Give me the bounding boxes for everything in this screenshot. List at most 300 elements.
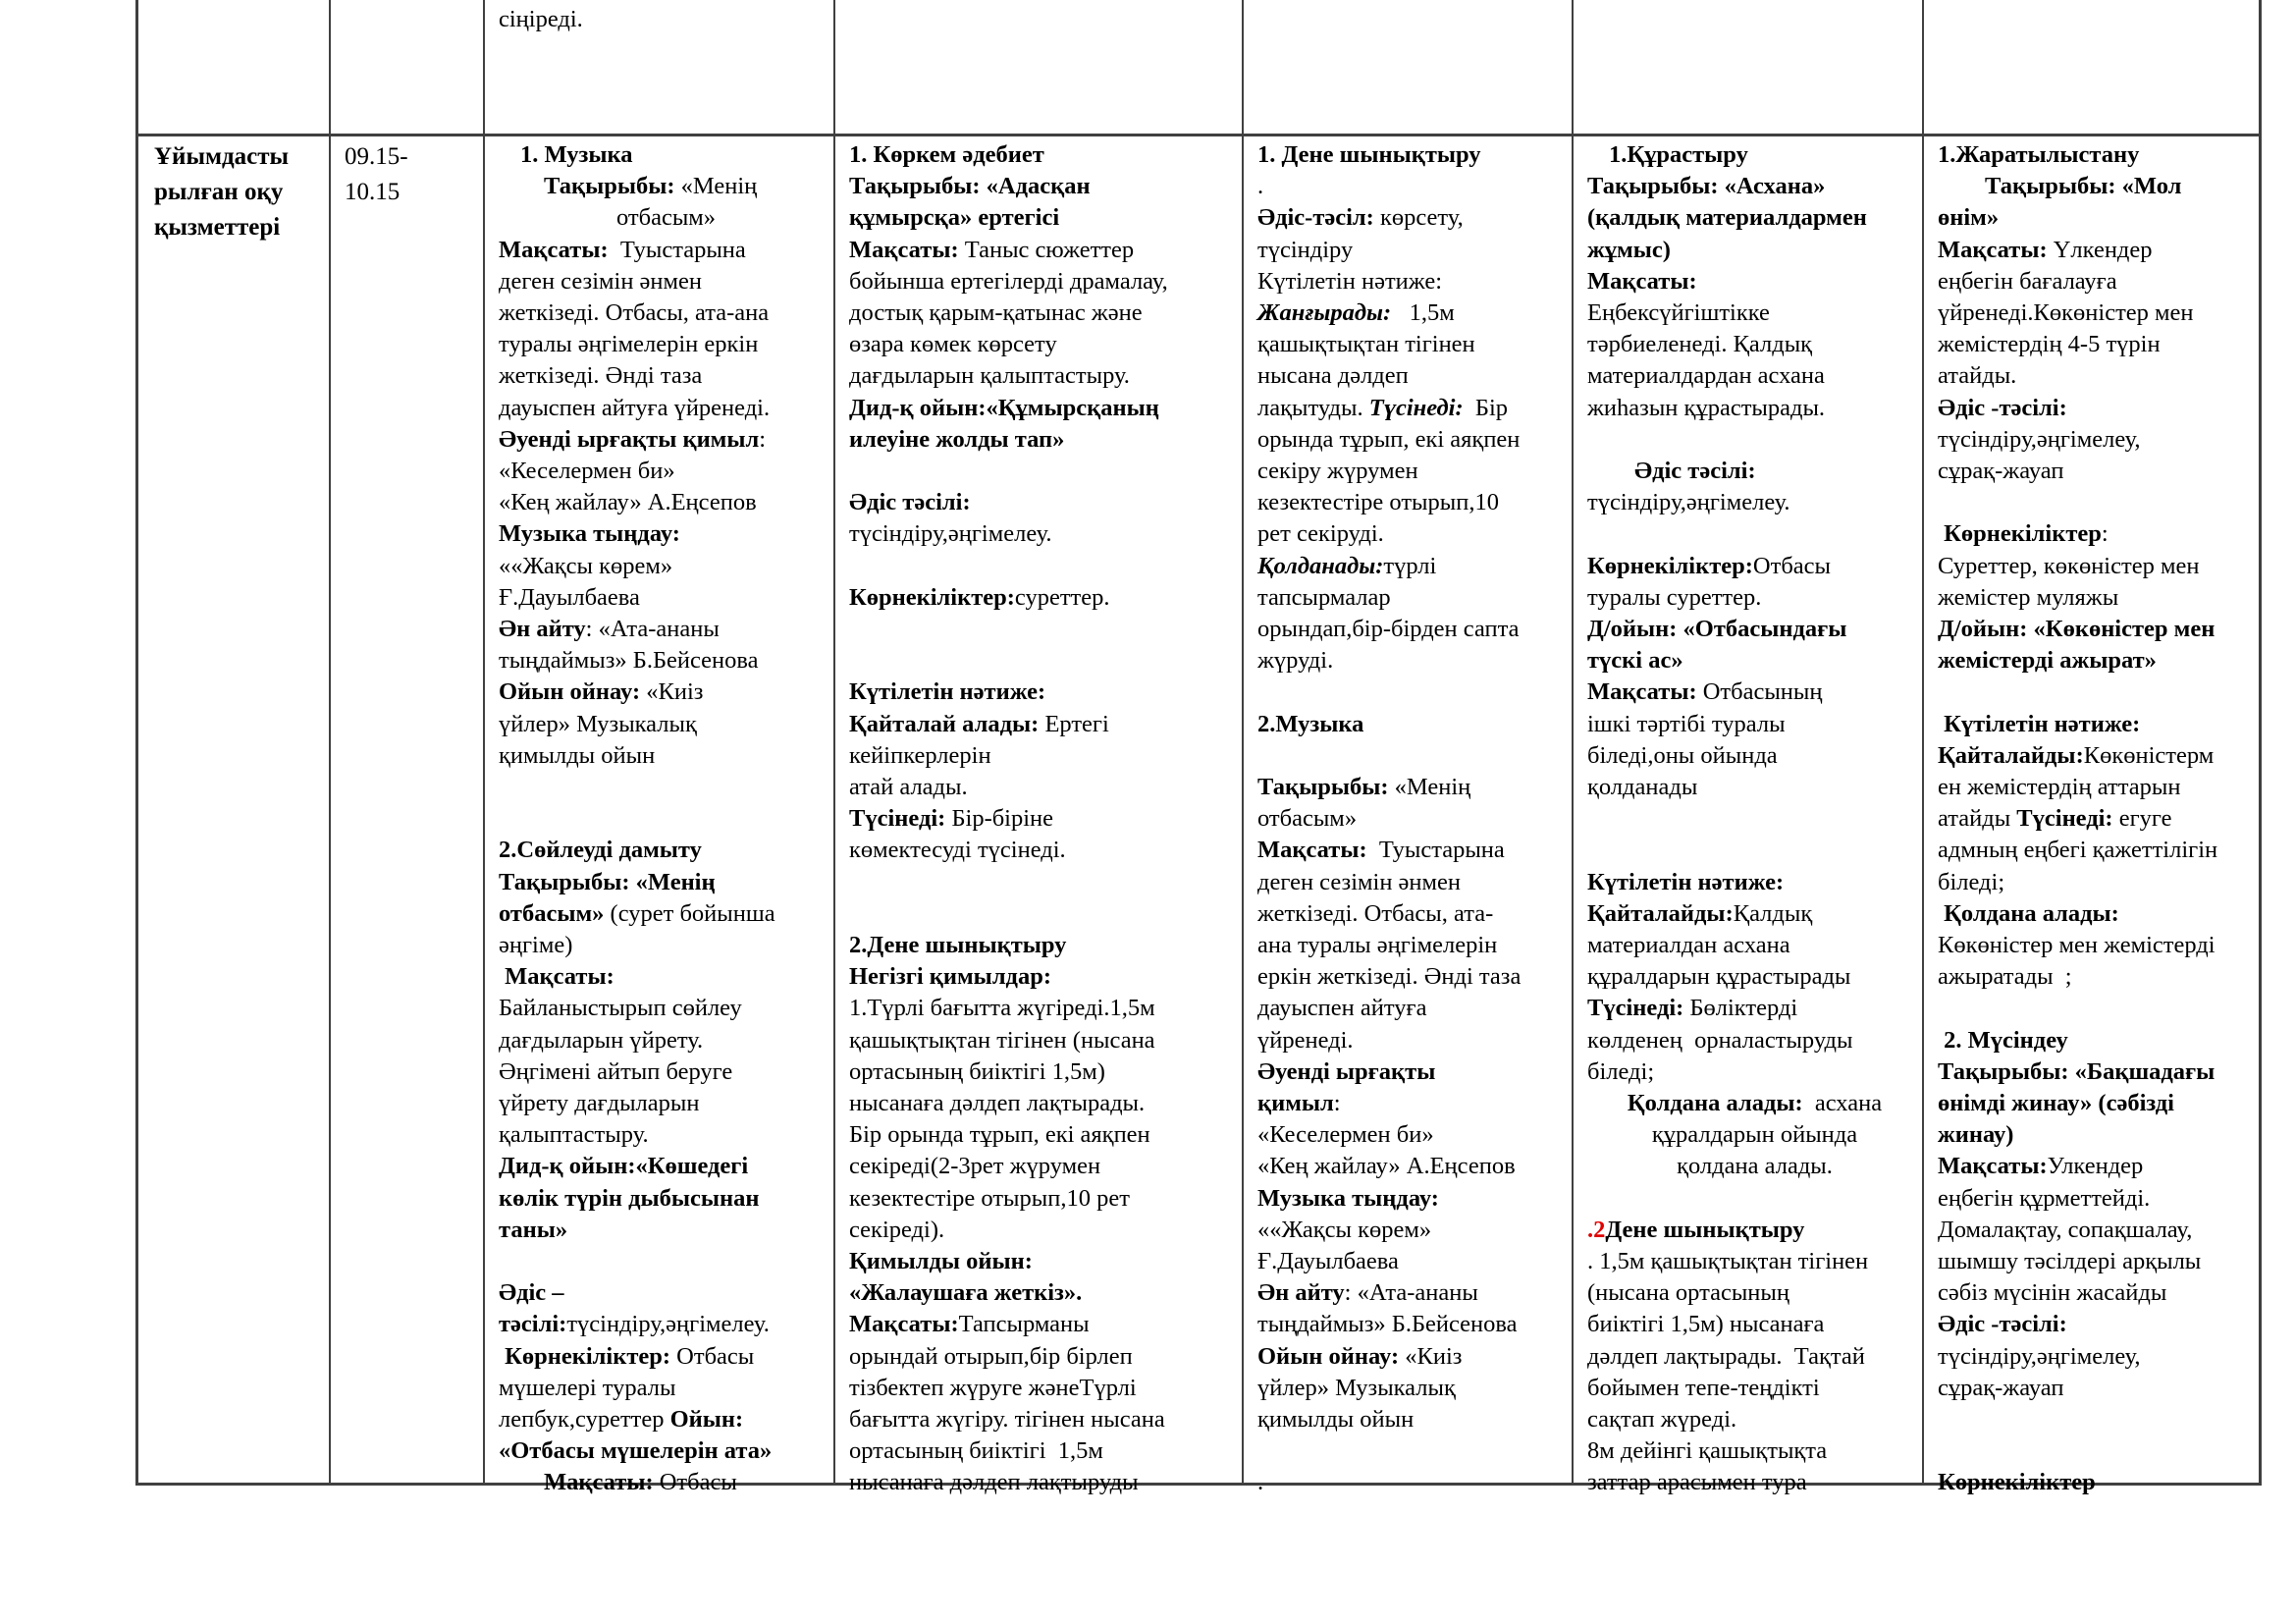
cell-text-run: «Менің bbox=[680, 173, 758, 200]
cell-line: жемістерді ажырат» bbox=[1938, 647, 2157, 675]
cell-line bbox=[1938, 1435, 2263, 1467]
cell-line bbox=[1938, 677, 2263, 708]
cell-line: туралы әңгімелерін еркін bbox=[499, 331, 759, 358]
cell-line: үйрету дағдыларын bbox=[499, 1090, 700, 1117]
cell-line: тыңдаймыз» Б.Бейсенова bbox=[1257, 1311, 1518, 1338]
cell-line bbox=[1257, 1277, 1572, 1309]
cell-line: заттар арасымен тура bbox=[1587, 1469, 1807, 1496]
row-label-line: қызметтері bbox=[154, 214, 281, 241]
monday-activities-cell bbox=[485, 139, 833, 1499]
cell-line: ортасының биіктігі 1,5м) bbox=[849, 1057, 1105, 1085]
cell-text-run: көрсету, bbox=[1379, 204, 1464, 232]
cell-line: кезектестіре отырып,10 bbox=[1257, 489, 1499, 516]
cell-text-run: «Киіз bbox=[646, 678, 704, 706]
cell-line: құралдарын құрастырады bbox=[1587, 963, 1851, 991]
cell-line: «Кеселермен би» bbox=[499, 458, 675, 485]
cell-line: өнімді жинау» (сәбізді bbox=[1938, 1090, 2174, 1117]
cell-text-run: егуге bbox=[2118, 805, 2172, 833]
cell-line: құралдарын ойында bbox=[1651, 1121, 1858, 1149]
cell-text-run: Ойын ойнау: bbox=[499, 678, 647, 706]
cell-text-run: түсіндіру,әңгімелеу. bbox=[566, 1311, 770, 1338]
cell-text-run: Түсінеді: bbox=[1587, 995, 1690, 1022]
cell-line: қимылды ойын bbox=[499, 741, 656, 769]
cell-line: Байланыстырып сөйлеу bbox=[499, 995, 742, 1022]
cell-line: Көрнекіліктер bbox=[1938, 1469, 2096, 1496]
cell-line bbox=[499, 171, 833, 202]
cell-line: Тақырыбы: «Менің bbox=[499, 868, 716, 895]
cell-line bbox=[499, 677, 833, 708]
cell-line: Ғ.Дауылбаева bbox=[499, 583, 640, 611]
cell-line bbox=[849, 803, 1242, 835]
cell-line bbox=[1587, 424, 1922, 456]
cell-text-run: : bbox=[759, 425, 767, 453]
cell-text-run: Көрнекіліктер: bbox=[1587, 552, 1753, 579]
cell-line: . bbox=[1257, 1469, 1264, 1496]
friday-activities-cell bbox=[1924, 139, 2263, 1499]
cell-line: түсіндіру,әңгімелеу, bbox=[1938, 1342, 2141, 1370]
cell-line: Мақсаты: bbox=[1587, 267, 1697, 295]
cell-line: тапсырмалар bbox=[1257, 583, 1391, 611]
cell-text-run: «Киіз bbox=[1405, 1342, 1463, 1370]
cell-line: мүшелері туралы bbox=[499, 1374, 676, 1401]
cell-line bbox=[1587, 898, 1922, 930]
cell-line: үйренеді.Көкөністер мен bbox=[1938, 299, 2194, 327]
cell-line: Мақсаты: bbox=[499, 963, 614, 991]
cell-line bbox=[1938, 993, 2263, 1024]
cell-line: (нысана ортасының bbox=[1587, 1279, 1789, 1307]
cell-line: «Отбасы мүшелерін ата» bbox=[499, 1437, 773, 1465]
cell-text-run: Туыстарына bbox=[1378, 837, 1505, 864]
cell-line: атайды. bbox=[1938, 362, 2017, 390]
cell-line: Әуенді ырғақты bbox=[1257, 1057, 1436, 1085]
cell-text-run: Мақсаты: bbox=[1938, 236, 2054, 263]
cell-line: Әдіс тәсілі: bbox=[849, 489, 971, 516]
cell-line: Күтілетін нәтиже: bbox=[849, 678, 1046, 706]
cell-text-run: Улкендер bbox=[2047, 1153, 2144, 1180]
cell-line: 2.Сөйлеуді дамыту bbox=[499, 837, 702, 864]
cell-text-run: тәсілі: bbox=[499, 1311, 567, 1338]
cell-line bbox=[499, 1341, 833, 1373]
cell-line: жемістер муляжы bbox=[1938, 583, 2119, 611]
cell-line: Қимылды ойын: bbox=[849, 1248, 1033, 1275]
cell-line: дауыспен айтуға bbox=[1257, 995, 1427, 1022]
cell-line bbox=[1257, 551, 1572, 582]
cell-text-run: Әуенді ырғақты қимыл bbox=[499, 425, 760, 453]
cell-text-run: Бір bbox=[1463, 394, 1509, 421]
cell-line: түсіндіру bbox=[1257, 236, 1354, 263]
cell-line: сәбіз мүсінін жасайды bbox=[1938, 1279, 2167, 1307]
cell-text-run: : «Ата-ананы bbox=[585, 616, 720, 643]
cell-line: Дид-қ ойын:«Көшедегі bbox=[499, 1153, 749, 1180]
cell-line: туралы суреттер. bbox=[1587, 583, 1762, 611]
cell-line: Д/ойын: «Көкөністер мен bbox=[1938, 616, 2216, 643]
cell-line: Дид-қ ойын:«Құмырсқаның bbox=[849, 394, 1159, 421]
cell-line: жемістердің 4-5 түрін bbox=[1938, 331, 2161, 358]
cell-line bbox=[1587, 1088, 1922, 1119]
cell-line: біледі,оны ойында bbox=[1587, 741, 1778, 769]
tuesday-activities-cell bbox=[835, 139, 1242, 1499]
cell-line bbox=[1938, 1151, 2263, 1182]
cell-line: ішкі тәртібі туралы bbox=[1587, 710, 1786, 737]
cell-line: 2. Мүсіндеу bbox=[1938, 1026, 2068, 1054]
cell-line: бойынша ертегілерді драмалау, bbox=[849, 267, 1168, 295]
cell-text-run: Мақсаты: bbox=[1257, 837, 1379, 864]
cell-line: секіреді). bbox=[849, 1216, 945, 1243]
row-time-line: 09.15- bbox=[345, 143, 408, 170]
cell-text-run: Ойын: bbox=[669, 1406, 744, 1434]
cell-line: ««Жақсы көрем» bbox=[1257, 1216, 1432, 1243]
cell-text-run: Отбасы bbox=[676, 1342, 755, 1370]
cell-line bbox=[1257, 677, 1572, 708]
cell-line: жеткізеді. Әнді таза bbox=[499, 362, 703, 390]
row-time-cell bbox=[331, 139, 483, 210]
cell-line bbox=[1587, 993, 1922, 1024]
cell-line: орында тұрып, екі аяқпен bbox=[1257, 425, 1521, 453]
cell-line: Әдіс -тәсілі: bbox=[1938, 394, 2067, 421]
cell-text-run: Үлкендер bbox=[2053, 236, 2153, 263]
cell-line: дағдыларын қалыптастыру. bbox=[849, 362, 1130, 390]
cell-line: материалдан асхана bbox=[1587, 932, 1790, 959]
cell-line: жеткізеді. Отбасы, ата- bbox=[1257, 899, 1494, 927]
cell-line: Тақырыбы: «Мол bbox=[1985, 173, 2182, 200]
cell-line: қимылды ойын bbox=[1257, 1406, 1415, 1434]
cell-line: орындай отырып,бір бірлеп bbox=[849, 1342, 1133, 1370]
cell-line bbox=[1257, 393, 1572, 424]
cell-line: жиһазын құрастырады. bbox=[1587, 394, 1826, 421]
cell-text-run: лепбук,суреттер bbox=[499, 1406, 670, 1434]
cell-line bbox=[1587, 551, 1922, 582]
cell-text-run: Қолдана алады: bbox=[1627, 1090, 1815, 1117]
cell-line: өзара көмек көрсету bbox=[849, 331, 1057, 358]
cell-line bbox=[499, 803, 833, 835]
cell-text-run: Мақсаты: bbox=[1938, 1153, 2048, 1180]
cell-line bbox=[1938, 487, 2263, 518]
cell-line: Музыка тыңдау: bbox=[499, 520, 680, 548]
cell-line: 8м дейінгі қашықтықта bbox=[1587, 1437, 1828, 1465]
cell-line: шымшу тәсілдері арқылы bbox=[1938, 1248, 2202, 1275]
cell-line bbox=[1587, 677, 1922, 708]
cell-text-run: асхана bbox=[1814, 1090, 1883, 1117]
cell-line bbox=[1257, 1435, 1572, 1467]
cell-text-run: Ән айту bbox=[499, 616, 586, 643]
cell-line: Домалақтау, сопақшалау, bbox=[1938, 1216, 2193, 1243]
cell-text-run: Түсінеді: bbox=[2016, 805, 2119, 833]
cell-line: орындап,бір-бірден сапта bbox=[1257, 616, 1520, 643]
cell-line: қолданады bbox=[1587, 774, 1698, 801]
cell-line: 1. Музыка bbox=[520, 141, 633, 168]
cell-line: өнім» bbox=[1938, 204, 2000, 232]
cell-text-run: Көкөністерм bbox=[2083, 741, 2215, 769]
cell-text-run: Ойын ойнау: bbox=[1257, 1342, 1406, 1370]
cell-line: адмның еңбегі қажеттілігін bbox=[1938, 837, 2218, 864]
cell-line: кейіпкерлерін bbox=[849, 741, 991, 769]
cell-text-run: Түсінеді: bbox=[849, 805, 952, 833]
cell-line: сұрақ-жауап bbox=[1938, 458, 2064, 485]
cell-text-run: Қалдық bbox=[1733, 899, 1813, 927]
schedule-table bbox=[135, 0, 2262, 1496]
cell-line: түскі ас» bbox=[1587, 647, 1683, 675]
cell-line bbox=[499, 235, 833, 266]
cell-line bbox=[1587, 518, 1922, 550]
cell-line: ортасының биіктігі 1,5м bbox=[849, 1437, 1103, 1465]
cell-line bbox=[849, 614, 1242, 645]
cell-line bbox=[499, 1404, 833, 1435]
cell-text-run: атайды bbox=[1938, 805, 2017, 833]
cell-line: деген сезімін әнмен bbox=[1257, 868, 1462, 895]
cell-line: тәрбиеленеді. Қалдық bbox=[1587, 331, 1813, 358]
cell-line: 1.Жаратылыстану bbox=[1938, 141, 2140, 168]
cell-line: 2.Дене шынықтыру bbox=[849, 931, 1067, 958]
cell-line bbox=[499, 1246, 833, 1277]
row-label-line: Ұйымдасты bbox=[154, 143, 290, 170]
cell-line: ««Жақсы көрем» bbox=[499, 552, 673, 579]
cell-line: илеуіне жолды тап» bbox=[849, 425, 1065, 453]
cell-text-run: қимыл bbox=[1257, 1090, 1334, 1117]
cell-line: тыңдаймыз» Б.Бейсенова bbox=[499, 647, 759, 675]
cell-line bbox=[849, 456, 1242, 487]
cell-text-run: Туыстарына bbox=[619, 236, 746, 263]
cell-text-run: Тапсырманы bbox=[958, 1311, 1090, 1338]
cell-line: түсіндіру,әңгімелеу. bbox=[849, 520, 1052, 548]
cell-line bbox=[1257, 202, 1572, 234]
cell-line: көмектесуді түсінеді. bbox=[849, 837, 1066, 864]
cell-line: ана туралы әңгімелерін bbox=[1257, 932, 1498, 959]
cell-text-run: : «Ата-ананы bbox=[1344, 1279, 1478, 1307]
cell-line: Әдіс – bbox=[499, 1279, 564, 1307]
cell-line: бағытта жүгіру. тігінен нысана bbox=[849, 1406, 1165, 1434]
cell-line: сұрақ-жауап bbox=[1938, 1374, 2064, 1401]
cell-text-run: Таныс сюжеттер bbox=[964, 236, 1135, 263]
cell-text-run: Тақырыбы: bbox=[1257, 774, 1395, 801]
cell-line: нысанаға дәлдеп лақтырады. bbox=[849, 1090, 1146, 1116]
wednesday-activities-cell bbox=[1244, 139, 1572, 1499]
cell-line bbox=[849, 709, 1242, 740]
cell-line: секіру жүрумен bbox=[1257, 458, 1418, 485]
cell-line: қашықтықтан тігінен bbox=[1257, 331, 1475, 358]
cell-line: биіктігі 1,5м) нысанаға bbox=[1587, 1311, 1825, 1338]
cell-line: түсіндіру,әңгімелеу. bbox=[1587, 489, 1790, 516]
cell-line bbox=[1938, 740, 2263, 772]
cell-line: Суреттер, көкөністер мен bbox=[1938, 552, 2200, 579]
cell-line: ажыратады ; bbox=[1938, 963, 2072, 991]
cell-line: дәлдеп лақтырады. Тақтай bbox=[1587, 1342, 1865, 1370]
cell-line bbox=[1587, 835, 1922, 866]
cell-line bbox=[1938, 518, 2263, 550]
cell-line: нысанаға дәлдеп лақтыруды bbox=[849, 1469, 1139, 1496]
cell-text-run: Мақсаты: bbox=[849, 236, 965, 263]
cell-line bbox=[1938, 803, 2263, 835]
cell-line: (қалдық материалдармен bbox=[1587, 204, 1867, 232]
cell-line: рет секіруді. bbox=[1257, 520, 1384, 548]
cell-line bbox=[499, 1309, 833, 1340]
cell-line: Тақырыбы: «Асхана» bbox=[1587, 173, 1826, 200]
row-divider bbox=[138, 134, 2259, 136]
cell-line bbox=[1587, 1215, 1922, 1246]
cell-line: үйренеді. bbox=[1257, 1026, 1354, 1054]
cell-line: қалыптастыру. bbox=[499, 1121, 649, 1149]
cell-line: құмырсқа» ертегісі bbox=[849, 204, 1060, 232]
cell-line bbox=[1257, 772, 1572, 803]
cell-line: қашықтықтан тігінен (нысана bbox=[849, 1026, 1155, 1054]
prev-row-col3-cell bbox=[485, 4, 833, 35]
prev-row-col3-text: сіңіреді. bbox=[499, 6, 583, 32]
cell-text-run: лақытуды. bbox=[1257, 394, 1369, 421]
cell-line bbox=[1257, 298, 1572, 329]
cell-text-run: Түсінеді: bbox=[1368, 394, 1464, 421]
cell-text-run: Көрнекіліктер: bbox=[849, 583, 1015, 611]
cell-line: жұмыс) bbox=[1587, 236, 1671, 263]
cell-line: «Кең жайлау» А.Еңсепов bbox=[499, 489, 757, 516]
cell-text-run: Мақсаты: bbox=[499, 236, 620, 263]
cell-line bbox=[849, 582, 1242, 614]
cell-text-run: Бір-біріне bbox=[951, 805, 1054, 833]
cell-line: Негізгі қимылдар: bbox=[849, 963, 1051, 991]
cell-line: ен жемістердің аттарын bbox=[1938, 774, 2181, 801]
cell-line: «Кең жайлау» А.Еңсепов bbox=[1257, 1153, 1516, 1180]
cell-line bbox=[849, 898, 1242, 930]
cell-line: бойымен тепе-теңдікті bbox=[1587, 1374, 1820, 1401]
cell-line: . bbox=[1257, 173, 1264, 200]
row-label-cell bbox=[140, 139, 329, 245]
cell-line: Еңбексүйгіштікке bbox=[1587, 299, 1770, 327]
row-time-line: 10.15 bbox=[345, 179, 400, 205]
cell-line bbox=[1587, 803, 1922, 835]
cell-line: тізбектеп жүруге жәнеТүрлі bbox=[849, 1374, 1137, 1401]
cell-text-run: 1,5м bbox=[1391, 299, 1455, 327]
cell-line bbox=[499, 1467, 833, 1498]
cell-line: жеткізеді. Отбасы, ата-ана bbox=[499, 299, 770, 327]
cell-line: Әңгімені айтып беруге bbox=[499, 1057, 733, 1085]
cell-line: «Жалаушаға жеткіз». bbox=[849, 1279, 1083, 1307]
cell-line bbox=[1257, 1088, 1572, 1119]
cell-text-run: түрлі bbox=[1383, 552, 1437, 579]
cell-line bbox=[849, 235, 1242, 266]
cell-text-run: Тақырыбы: bbox=[544, 173, 681, 200]
cell-text-run: Отбасының bbox=[1702, 678, 1823, 706]
cell-line: Д/ойын: «Отбасындағы bbox=[1587, 616, 1847, 643]
cell-line bbox=[1257, 740, 1572, 772]
cell-line: деген сезімін әнмен bbox=[499, 267, 703, 295]
cell-line: достық қарым-қатынас және bbox=[849, 299, 1143, 327]
cell-text-run: Жанғырады: bbox=[1257, 299, 1392, 327]
thursday-activities-cell bbox=[1574, 139, 1922, 1499]
cell-line: әңгіме) bbox=[499, 932, 573, 959]
cell-line bbox=[849, 645, 1242, 677]
cell-text-run: Қайталайды: bbox=[1938, 741, 2084, 769]
cell-line: таны» bbox=[499, 1216, 568, 1243]
cell-line: Ғ.Дауылбаева bbox=[1257, 1248, 1399, 1275]
cell-line bbox=[1587, 1183, 1922, 1215]
cell-line: Күтілетін нәтиже: bbox=[1257, 267, 1443, 295]
cell-line: көлік түрін дыбысынан bbox=[499, 1184, 760, 1212]
cell-line: қолдана алады. bbox=[1677, 1153, 1833, 1180]
cell-line: біледі; bbox=[1938, 868, 2005, 895]
cell-line: еркін жеткізеді. Әнді таза bbox=[1257, 963, 1522, 991]
cell-line bbox=[849, 1309, 1242, 1340]
cell-line bbox=[1938, 235, 2263, 266]
cell-line: «Кеселермен би» bbox=[1257, 1121, 1434, 1149]
cell-line: Қолдана алады: bbox=[1938, 899, 2119, 927]
cell-text-run: Көрнекіліктер bbox=[1938, 520, 2102, 548]
cell-line: Күтілетін нәтиже: bbox=[1938, 710, 2141, 737]
cell-line bbox=[1257, 835, 1572, 866]
cell-line: Музыка тыңдау: bbox=[1257, 1184, 1439, 1212]
cell-text-run: Қайталайды: bbox=[1587, 899, 1734, 927]
cell-line: Күтілетін нәтиже: bbox=[1587, 868, 1785, 895]
cell-line bbox=[499, 772, 833, 803]
cell-line: еңбегін бағалауға bbox=[1938, 267, 2117, 295]
cell-line: дағдыларын үйрету. bbox=[499, 1026, 704, 1054]
cell-line: сақтап жүреді. bbox=[1587, 1406, 1737, 1434]
cell-text-run: Отбасы bbox=[1752, 552, 1831, 579]
cell-text-run: : bbox=[1333, 1090, 1341, 1117]
cell-line: отбасым» bbox=[615, 204, 717, 232]
cell-line: секіреді(2-3рет жүрумен bbox=[849, 1153, 1101, 1180]
cell-line: материалдардан асхана bbox=[1587, 362, 1825, 390]
cell-line: Тақырыбы: «Бақшадағы bbox=[1938, 1057, 2216, 1085]
cell-line: Тақырыбы: «Адасқан bbox=[849, 173, 1091, 200]
cell-line: 1. Дене шынықтыру bbox=[1257, 141, 1481, 168]
cell-text-run: Отбасы bbox=[659, 1469, 737, 1496]
cell-line: Бір орында тұрып, екі аяқпен bbox=[849, 1121, 1150, 1149]
cell-line: жинау) bbox=[1938, 1121, 2014, 1149]
cell-text-run: Бөліктерді bbox=[1689, 995, 1798, 1022]
cell-line bbox=[499, 898, 833, 930]
cell-line: еңбегін құрметтейді. bbox=[1938, 1184, 2151, 1212]
cell-line: жүруді. bbox=[1257, 647, 1334, 675]
cell-line bbox=[499, 424, 833, 456]
cell-text-run: .2 bbox=[1587, 1216, 1606, 1243]
cell-line: дауыспен айтуға үйренеді. bbox=[499, 394, 771, 421]
cell-line bbox=[1938, 1404, 2263, 1435]
cell-text-run: Көрнекіліктер: bbox=[499, 1342, 677, 1370]
cell-line bbox=[849, 551, 1242, 582]
row-label-line: рылған оқу bbox=[154, 179, 284, 205]
cell-line: кезектестіре отырып,10 рет bbox=[849, 1184, 1130, 1212]
cell-line: . 1,5м қашықтықтан тігінен bbox=[1587, 1248, 1869, 1275]
cell-text-run: Қайталай алады: bbox=[849, 710, 1045, 737]
cell-text-run: Әдіс-тәсіл: bbox=[1257, 204, 1380, 232]
column-divider bbox=[329, 0, 331, 1486]
cell-text-run: отбасым» bbox=[499, 899, 611, 927]
cell-text-run: Қолданады: bbox=[1257, 552, 1384, 579]
cell-text-run: : bbox=[2101, 520, 2109, 548]
cell-line bbox=[1257, 1341, 1572, 1373]
cell-line: біледі; bbox=[1587, 1057, 1655, 1085]
cell-line: түсіндіру,әңгімелеу, bbox=[1938, 425, 2141, 453]
cell-text-run: суреттер. bbox=[1014, 583, 1110, 611]
cell-text-run: Мақсаты: bbox=[849, 1311, 959, 1338]
cell-line: нысана дәлдеп bbox=[1257, 362, 1409, 390]
cell-line bbox=[849, 867, 1242, 898]
cell-line: үйлер» Музыкалық bbox=[499, 710, 697, 737]
cell-text-run: «Менің bbox=[1394, 774, 1471, 801]
cell-line: атай алады. bbox=[849, 774, 968, 800]
cell-line: Әдіс тәсілі: bbox=[1634, 458, 1756, 485]
cell-text-run: Ән айту bbox=[1257, 1279, 1345, 1307]
cell-text-run: Дене шынықтыру bbox=[1605, 1216, 1805, 1243]
cell-line: 2.Музыка bbox=[1257, 710, 1364, 737]
cell-text-run: Ертегі bbox=[1044, 710, 1109, 737]
cell-line: Көкөністер мен жемістерді bbox=[1938, 932, 2216, 959]
cell-line: 1.Құрастыру bbox=[1609, 141, 1748, 168]
cell-line: отбасым» bbox=[1257, 805, 1358, 833]
cell-line: көлденең орналастыруды bbox=[1587, 1026, 1853, 1054]
cell-line: 1.Түрлі бағытта жүгіреді.1,5м bbox=[849, 995, 1155, 1022]
cell-line: 1. Көркем әдебиет bbox=[849, 141, 1044, 168]
cell-line: Әдіс -тәсілі: bbox=[1938, 1311, 2067, 1338]
cell-text-run: Мақсаты: bbox=[544, 1469, 660, 1496]
